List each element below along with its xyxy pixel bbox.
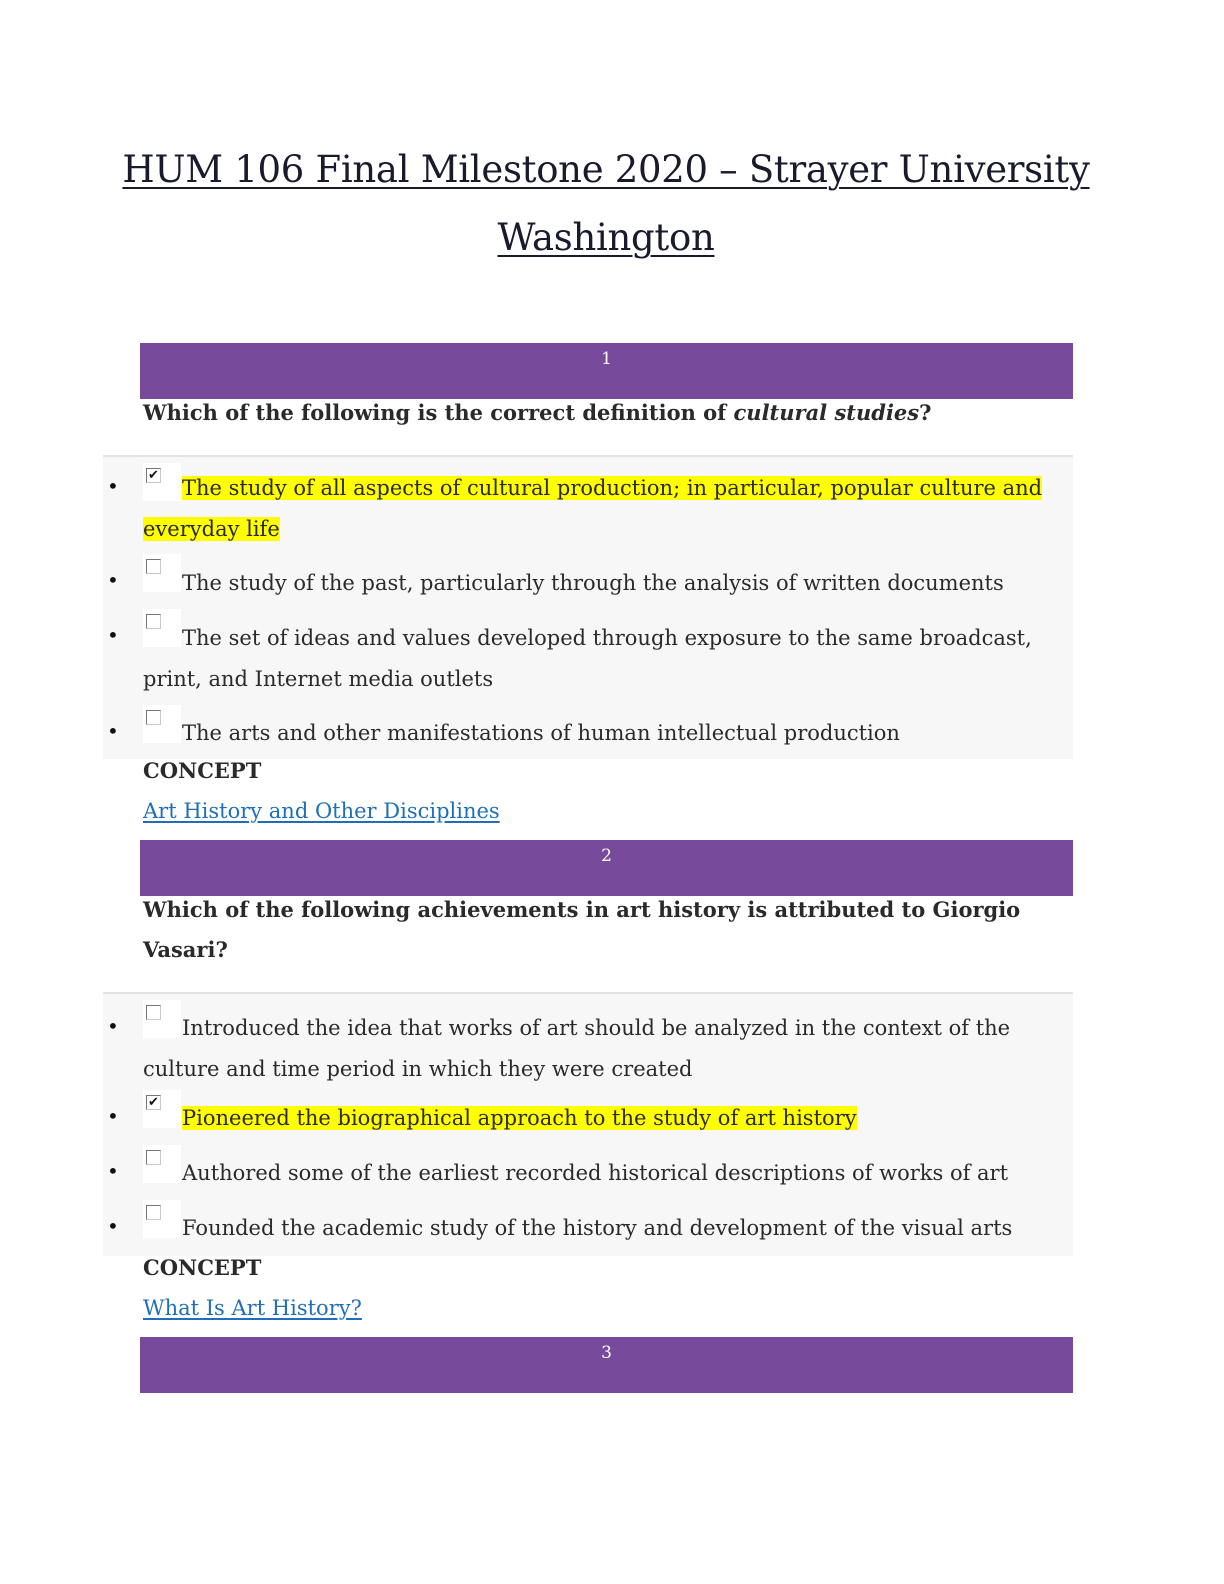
answer-options (103, 455, 1073, 759)
answer-option-label: Founded the academic study of the history and development of the visual arts (182, 1216, 1013, 1240)
bullet-icon: • (107, 1159, 119, 1183)
bullet-icon: • (107, 623, 119, 647)
concept-link[interactable]: Art History and Other Disciplines (143, 799, 500, 823)
bullet-icon: • (107, 568, 119, 592)
bullet-icon: • (107, 474, 119, 498)
answer-options (103, 992, 1073, 1256)
question-number: 3 (601, 1343, 612, 1363)
concept-label: CONCEPT (143, 1255, 262, 1280)
answer-option-label: The study of the past, particularly through the analysis of written documents (182, 571, 1004, 595)
question-number-bar (140, 343, 1073, 399)
question-number: 2 (601, 846, 612, 866)
checkbox-checked-icon: ✔ (146, 468, 161, 483)
bullet-icon: • (107, 1104, 119, 1128)
document-title-line-1: HUM 106 Final Milestone 2020 – Strayer University (122, 148, 1090, 191)
question-prompt-emphasis: cultural studies (733, 400, 920, 425)
question-prompt-end: ? (919, 400, 932, 425)
bullet-icon: • (107, 1014, 119, 1038)
concept-label: CONCEPT (143, 758, 262, 783)
question-prompt (143, 393, 1073, 433)
question-number-bar (140, 840, 1073, 896)
document-title-line-2: Washington (497, 216, 715, 259)
answer-option-label: The arts and other manifestations of human intellectual production (182, 721, 900, 745)
question-prompt: Which of the following achievements in art history is attributed to Giorgio Vasari? (143, 897, 1021, 962)
question-number: 1 (601, 349, 612, 369)
answer-option-label: Pioneered the biographical approach to the study of art history (182, 1106, 857, 1130)
concept-link[interactable]: What Is Art History? (143, 1296, 362, 1320)
question-prompt-text: Which of the following is the correct definition of (143, 400, 734, 425)
question-number-bar (140, 1337, 1073, 1393)
bullet-icon: • (107, 719, 119, 743)
answer-option-label: The set of ideas and values developed through exposure to the same broadcast, print, and Internet media outlets (143, 626, 1032, 691)
answer-option-label: Authored some of the earliest recorded historical descriptions of works of art (182, 1161, 1009, 1185)
answer-option-label: The study of all aspects of cultural production; in particular, popular culture and everyday life (143, 476, 1043, 541)
checkbox-checked-icon: ✔ (146, 1095, 161, 1110)
bullet-icon: • (107, 1214, 119, 1238)
answer-option-label: Introduced the idea that works of art should be analyzed in the context of the culture and time period in which they were created (143, 1016, 1011, 1081)
